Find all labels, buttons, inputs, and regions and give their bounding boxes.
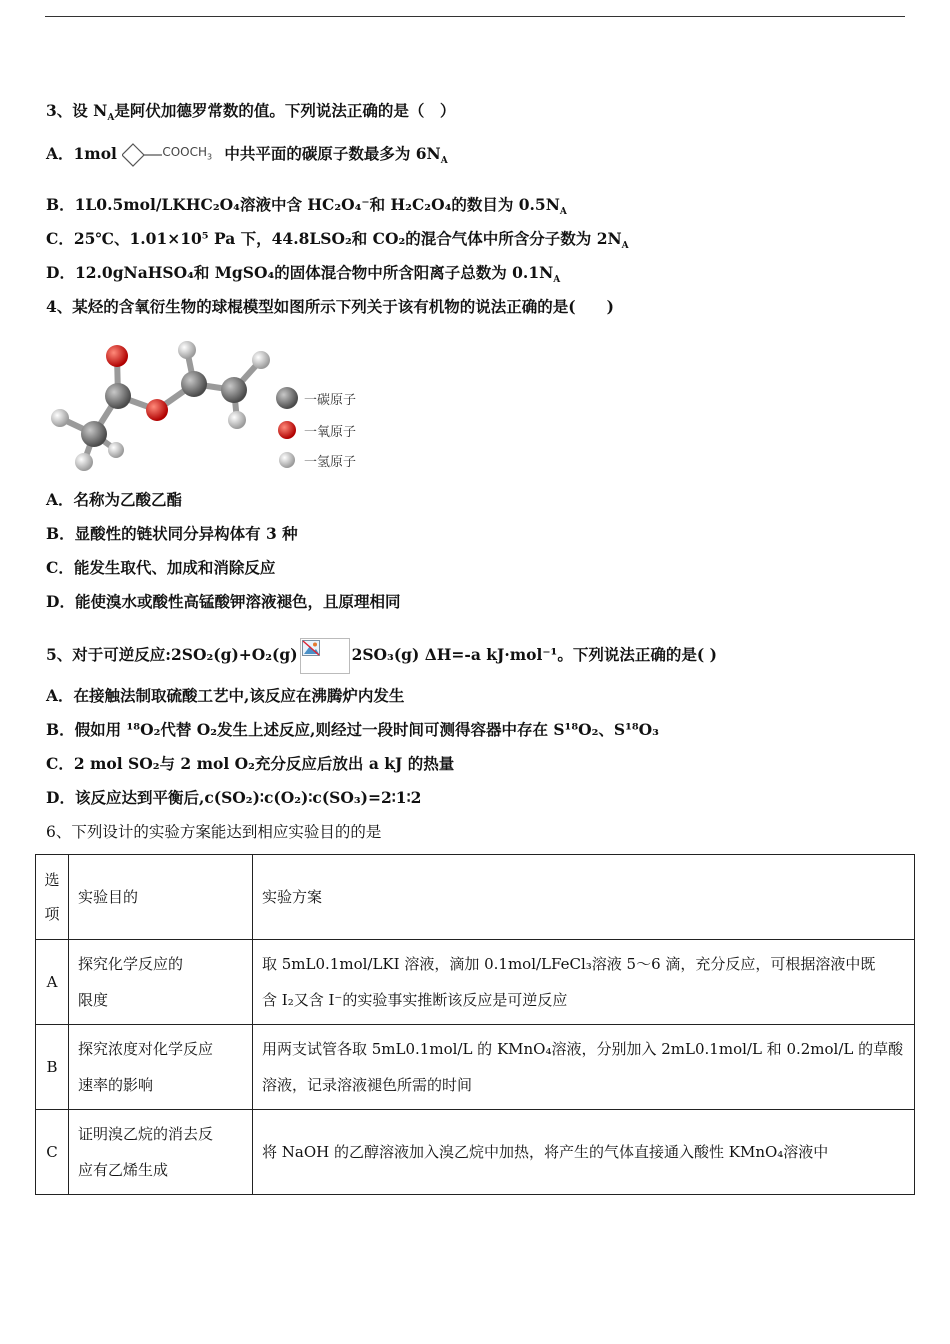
header-rule (45, 16, 905, 17)
hydrogen-atom (108, 442, 124, 458)
hydrogen-atom (252, 351, 270, 369)
table-row (36, 940, 915, 1025)
header-option: 选 项 (36, 855, 69, 940)
table-row (36, 1110, 915, 1195)
row-plan: 将 NaOH 的乙醇溶液加入溴乙烷中加热，将产生的气体直接通入酸性 KMnO₄溶液中 (253, 1110, 915, 1195)
carbon-atom (105, 383, 131, 409)
q3-stem: 3、设 $N_A$是阿伏加德罗常数的值。下列说法正确的是（ ） (46, 101, 456, 124)
oxygen-atom (106, 345, 128, 367)
row-aim: 探究浓度对化学反应 速率的影响 (69, 1025, 253, 1110)
q5-stem: 5、对于可逆反应:2SO₂(g)+O₂(g) 2SO₃(g) ΔH=-a kJ·mol⁻¹。下列说法正确的是( ) (46, 638, 717, 674)
q5-option-b: B．假如用 ¹⁸O₂代替 O₂发生上述反应,则经过一段时间可测得容器中存在 S¹⁸O₂、S¹⁸O₃ (46, 720, 659, 739)
header-aim: 实验目的 (69, 855, 253, 940)
row-option: C (36, 1110, 69, 1195)
row-plan: 用两支试管各取 5mL0.1mol/L 的 KMnO₄溶液，分别加入 2mL0.1mol/L 和 0.2mol/L 的草酸 溶液，记录溶液褪色所需的时间 (253, 1025, 915, 1110)
carbon-atom (81, 421, 107, 447)
hydrogen-atom (75, 453, 93, 471)
q5-option-d: D．该反应达到平衡后,c(SO₂)∶c(O₂)∶c(SO₃)=2∶1∶2 (46, 788, 422, 807)
hydrogen-atom (228, 411, 246, 429)
q6-stem: 6、下列设计的实验方案能达到相应实验目的的是 (46, 823, 382, 841)
carbon-atom (221, 377, 247, 403)
ball-and-stick-model (44, 338, 374, 478)
q3-option-b: B．1L0.5mol/LKHC₂O₄溶液中含 HC₂O₄⁻和 H₂C₂O₄的数目为 $0.5N_A$ (46, 195, 567, 218)
legend-label: 一氢原子 (304, 455, 357, 470)
row-option: B (36, 1025, 69, 1110)
row-aim: 探究化学反应的 限度 (69, 940, 253, 1025)
q4-option-a: A．名称为乙酸乙酯 (46, 490, 183, 509)
hydrogen-atom (51, 409, 69, 427)
q4-option-c: C．能发生取代、加成和消除反应 (46, 558, 276, 577)
legend-carbon (276, 387, 298, 409)
legend-label: 一碳原子 (304, 393, 357, 408)
cyclobutane-cooch3-structure: $COOCH_3$ (122, 140, 224, 170)
q3-option-a: A．1mol $COOCH_3$ 中共平面的碳原子数最多为 $6N_A$ (46, 140, 448, 170)
table-header-row (36, 855, 915, 940)
legend-hydrogen (279, 452, 295, 468)
row-plan: 取 5mL0.1mol/LKI 溶液，滴加 0.1mol/LFeCl₃溶液 5～6 滴，充分反应，可根据溶液中既 含 I₂又含 I⁻的实验事实推断该反应是可逆反应 (253, 940, 915, 1025)
row-aim: 证明溴乙烷的消去反 应有乙烯生成 (69, 1110, 253, 1195)
hydrogen-atom (178, 341, 196, 359)
broken-image-icon (300, 638, 350, 674)
q4-stem: 4、某烃的含氧衍生物的球棍模型如图所示下列关于该有机物的说法正确的是( ) (46, 297, 614, 316)
table-row (36, 1025, 915, 1110)
row-option: A (36, 940, 69, 1025)
header-plan: 实验方案 (253, 855, 915, 940)
experiment-table (35, 854, 915, 1195)
q4-option-d: D．能使溴水或酸性高锰酸钾溶液褪色，且原理相同 (46, 592, 401, 611)
legend-oxygen (278, 421, 296, 439)
q3-option-d: D．12.0gNaHSO₄和 MgSO₄的固体混合物中所含阳离子总数为 $0.1N_A$ (46, 263, 561, 286)
q4-option-b: B．显酸性的链状同分异构体有 3 种 (46, 524, 298, 543)
legend-label: 一氧原子 (304, 425, 357, 440)
q5-option-a: A．在接触法制取硫酸工艺中,该反应在沸腾炉内发生 (46, 686, 405, 705)
q3-option-c: C．25℃、1.01×10⁵ Pa 下，44.8LSO₂和 CO₂的混合气体中所含分子数为 $2N_A$ (46, 229, 629, 252)
q5-option-c: C．2 mol SO₂与 2 mol O₂充分反应后放出 a kJ 的热量 (46, 754, 455, 773)
oxygen-atom (146, 399, 168, 421)
carbon-atom (181, 371, 207, 397)
